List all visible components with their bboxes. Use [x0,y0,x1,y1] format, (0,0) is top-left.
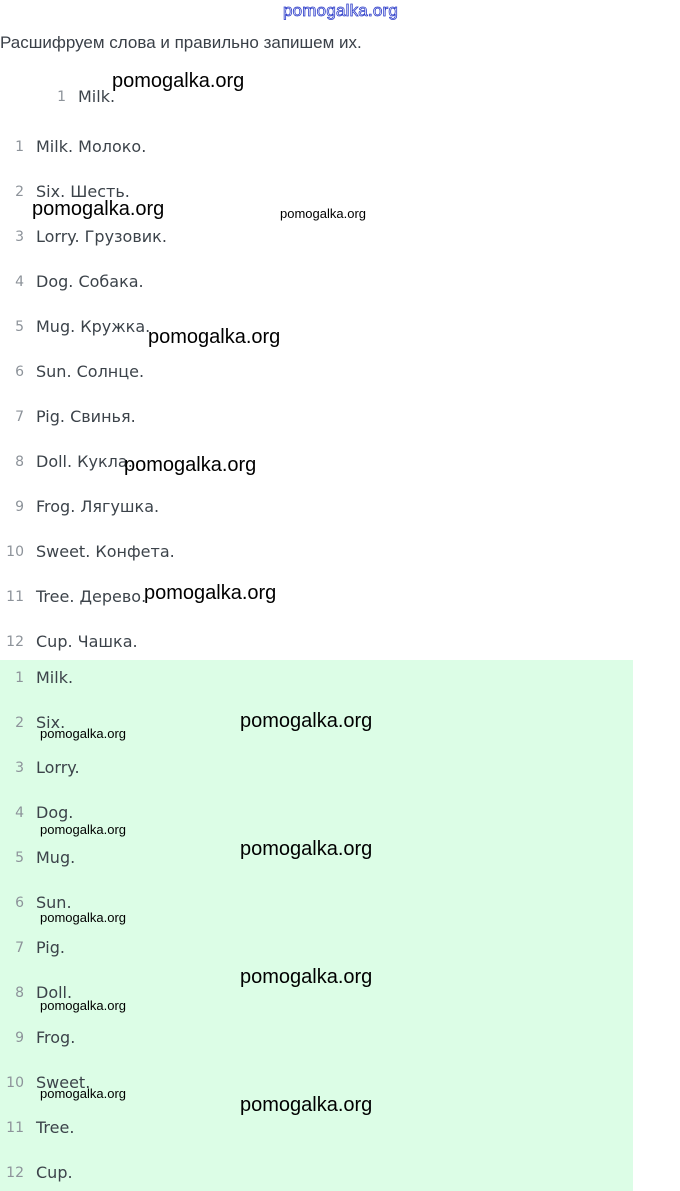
item-number: 9 [15,499,24,515]
item-text: Frog. Лягушка. [36,497,160,516]
item-number: 4 [15,805,24,821]
item-number: 12 [6,634,24,650]
watermark-text: pomogalka.org [40,998,126,1013]
item-text: Doll. [36,983,73,1002]
list-item [0,360,300,384]
list-item [0,495,300,519]
watermark-text: pomogalka.org [40,822,126,837]
watermark-text: pomogalka.org [240,966,373,988]
item-number: 3 [15,760,24,776]
item-number: 2 [15,715,24,731]
item-number: 10 [6,544,24,560]
item-number: 6 [15,895,24,911]
item-number: 8 [15,454,24,470]
item-number: 4 [15,274,24,290]
item-number: 6 [15,364,24,380]
watermark-text: pomogalka.org [40,910,126,925]
list-item [0,846,200,870]
item-number: 5 [15,850,24,866]
item-number: 3 [15,229,24,245]
watermark-text: pomogalka.org [240,1094,373,1116]
item-number: 1 [15,670,24,686]
watermark-text: pomogalka.org [32,198,165,220]
item-text: Sun. Солнце. [36,362,145,381]
watermark-text: pomogalka.org [144,582,277,604]
item-text: Mug. Кружка. [36,317,151,336]
list-item [0,135,300,159]
item-text: Sun. [36,893,72,912]
list-item [0,1161,200,1185]
watermark-text: pomogalka.org [124,454,257,476]
list-item [0,405,300,429]
item-text: Tree. [36,1118,75,1137]
list-item [0,756,200,780]
item-number: 11 [6,1120,24,1136]
item-number: 12 [6,1165,24,1181]
list-item [0,936,200,960]
item-number: 2 [15,184,24,200]
watermark-text: pomogalka.org [148,326,281,348]
watermark-text: pomogalka.org [40,726,126,741]
list-item [0,540,300,564]
watermark-text: pomogalka.org [240,838,373,860]
item-number: 5 [15,319,24,335]
intro-text: Расшифруем слова и правильно запишем их. [0,33,362,52]
item-text: Lorry. Грузовик. [36,227,167,246]
item-text: Cup. Чашка. [36,632,138,651]
watermark-text: pomogalka.org [40,1086,126,1101]
item-text: Milk. [36,668,74,687]
item-number: 7 [15,409,24,425]
item-number: 8 [15,985,24,1001]
item-text: Dog. Собака. [36,272,144,291]
item-text: Doll. Кукла. [36,452,133,471]
item-number: 11 [6,589,24,605]
item-number: 1 [15,139,24,155]
item-text: Pig. Свинья. [36,407,136,426]
item-text: Sweet. [36,1073,91,1092]
item-text: Six. Шесть. [36,182,130,201]
item-number: 10 [6,1075,24,1091]
list-item [0,666,200,690]
item-text: Cup. [36,1163,73,1182]
item-text: Six. [36,713,66,732]
example-word: Milk. [78,87,116,106]
watermark-text: pomogalka.org [280,206,366,221]
item-text: Sweet. Конфета. [36,542,175,561]
item-number: 7 [15,940,24,956]
example-number: 1 [57,89,66,105]
item-text: Pig. [36,938,65,957]
header-watermark-logo: pomogalka.org [283,1,399,20]
item-text: Tree. Дерево. [36,587,147,606]
watermark-text: pomogalka.org [112,70,245,92]
list-item [0,1116,200,1140]
item-text: Mug. [36,848,76,867]
list-item [0,1026,200,1050]
item-text: Lorry. [36,758,80,777]
watermark-text: pomogalka.org [240,710,373,732]
item-text: Dog. [36,803,74,822]
item-text: Frog. [36,1028,76,1047]
list-item [0,630,300,654]
list-item [0,270,300,294]
list-item [0,225,300,249]
item-text: Milk. Молоко. [36,137,147,156]
item-number: 9 [15,1030,24,1046]
